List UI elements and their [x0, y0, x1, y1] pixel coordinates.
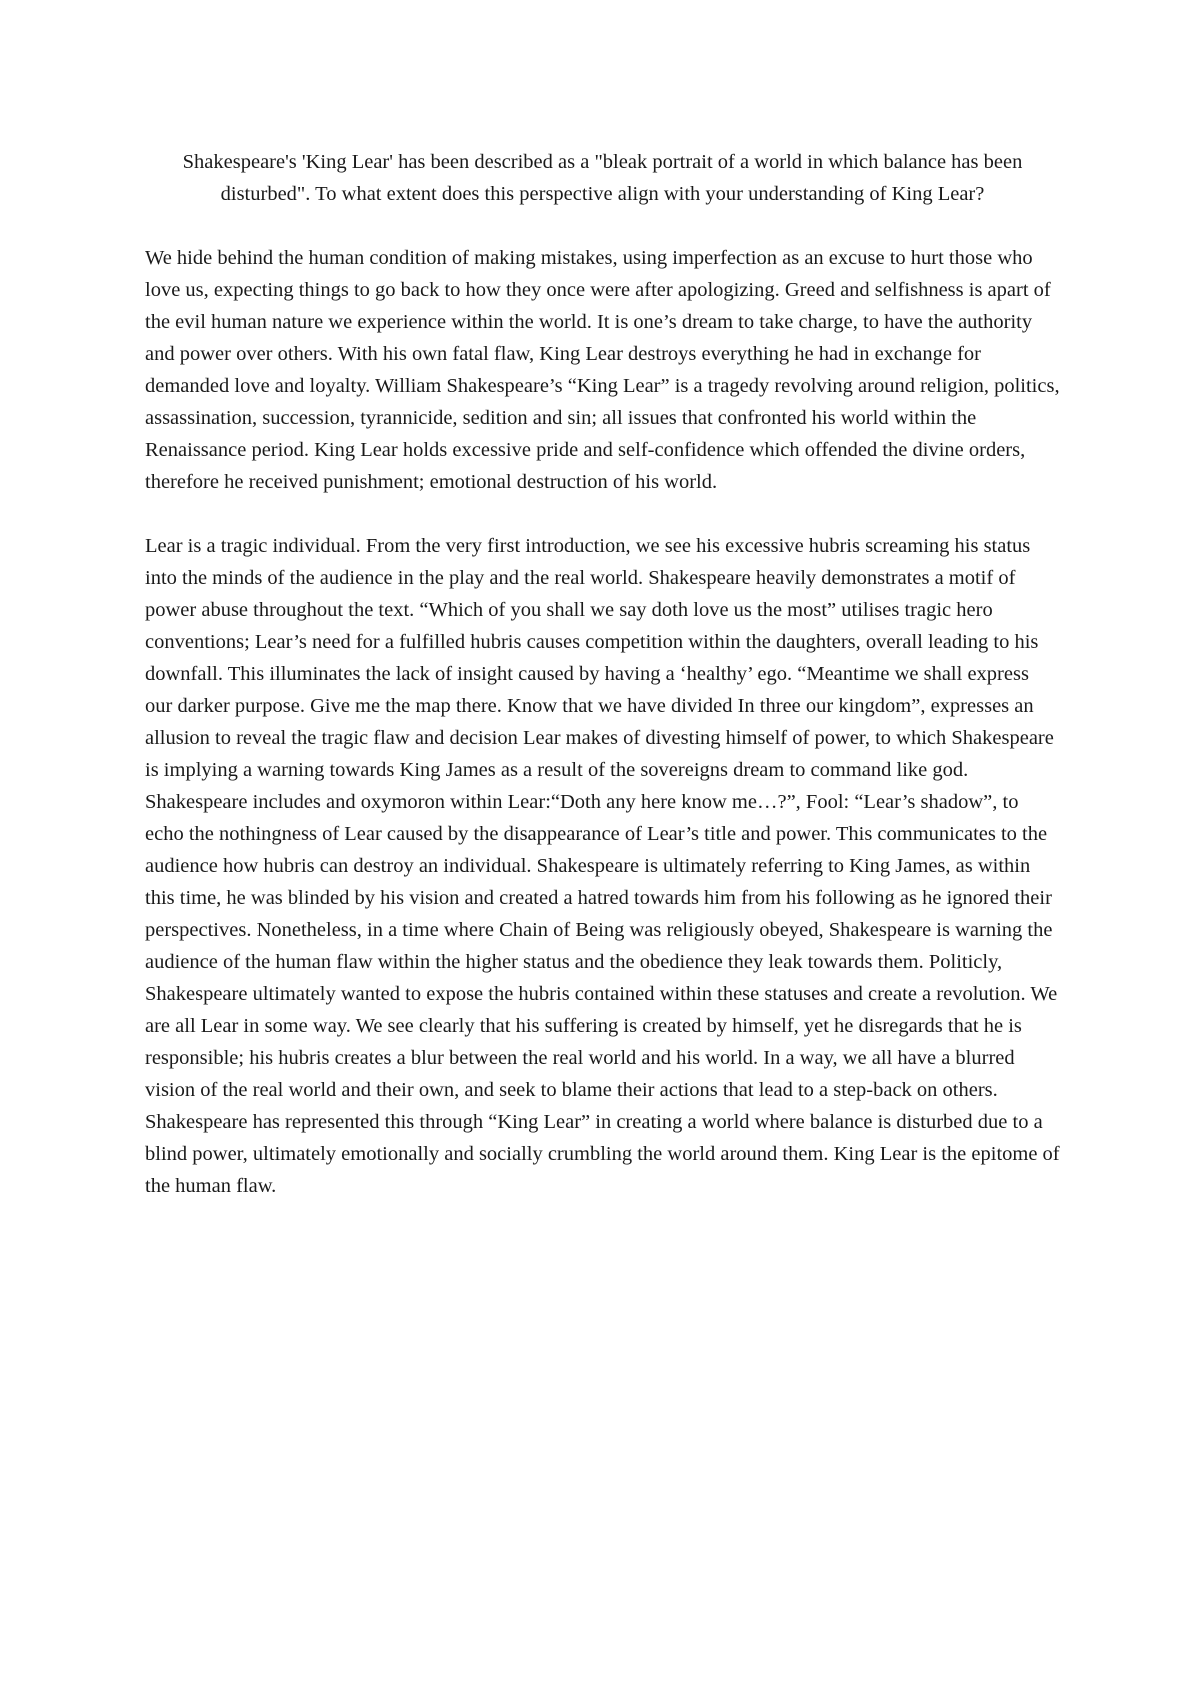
paragraph-introduction: We hide behind the human condition of making mistakes, using imperfection as an excuse to hurt those who love us, expecting things to go back to how they once were after apologizing. Greed and selfishness is apart of the evil human nature we experience within the world. It is one’s dream to take charge, to have the authority and power over others. With his own fatal flaw, King Lear destroys everything he had in exchange for demanded love and loyalty. William Shakespeare’s “King Lear” is a tragedy revolving around religion, politics, assassination, succession, tyrannicide, sedition and sin; all issues that confronted his world within the Renaissance period. King Lear holds excessive pride and self-confidence which offended the divine orders, therefore he received punishment; emotional destruction of his world.	[145, 247, 1060, 493]
document-body	[145, 146, 1060, 1202]
essay-question: Shakespeare's 'King Lear' has been described as a "bleak portrait of a world in which balance has been disturbed". To what extent does this perspective align with your understanding of King Lear?	[182, 151, 1023, 205]
paragraph-body: Lear is a tragic individual. From the very first introduction, we see his excessive hubris screaming his status into the minds of the audience in the play and the real world. Shakespeare heavily demonstrates a motif of power abuse throughout the text. “Which of you shall we say doth love us the most” utilises tragic hero conventions; Lear’s need for a fulfilled hubris causes competition within the daughters, overall leading to his downfall. This illuminates the lack of insight caused by having a ‘healthy’ ego. “Meantime we shall express our darker purpose. Give me the map there. Know that we have divided In three our kingdom”, expresses an allusion to reveal the tragic flaw and decision Lear makes of divesting himself of power, to which Shakespeare is implying a warning towards King James as a result of the sovereigns dream to command like god. Shakespeare includes and oxymoron within Lear:“Doth any here know me…?”, Fool: “Lear’s shadow”, to echo the nothingness of Lear caused by the disappearance of Lear’s title and power. This communicates to the audience how hubris can destroy an individual. Shakespeare is ultimately referring to King James, as within this time, he was blinded by his vision and created a hatred towards him from his following as he ignored their perspectives. Nonetheless, in a time where Chain of Being was religiously obeyed, Shakespeare is warning the audience of the human flaw within the higher status and the obedience they leak towards them. Politicly, Shakespeare ultimately wanted to expose the hubris contained within these statuses and create a revolution. We are all Lear in some way. We see clearly that his suffering is created by himself, yet he disregards that he is responsible; his hubris creates a blur between the real world and his world. In a way, we all have a blurred vision of the real world and their own, and seek to blame their actions that lead to a step-back on others. Shakespeare has represented this through “King Lear” in creating a world where balance is disturbed due to a blind power, ultimately emotionally and socially crumbling the world around them. King Lear is the epitome of the human flaw.	[145, 535, 1060, 1197]
